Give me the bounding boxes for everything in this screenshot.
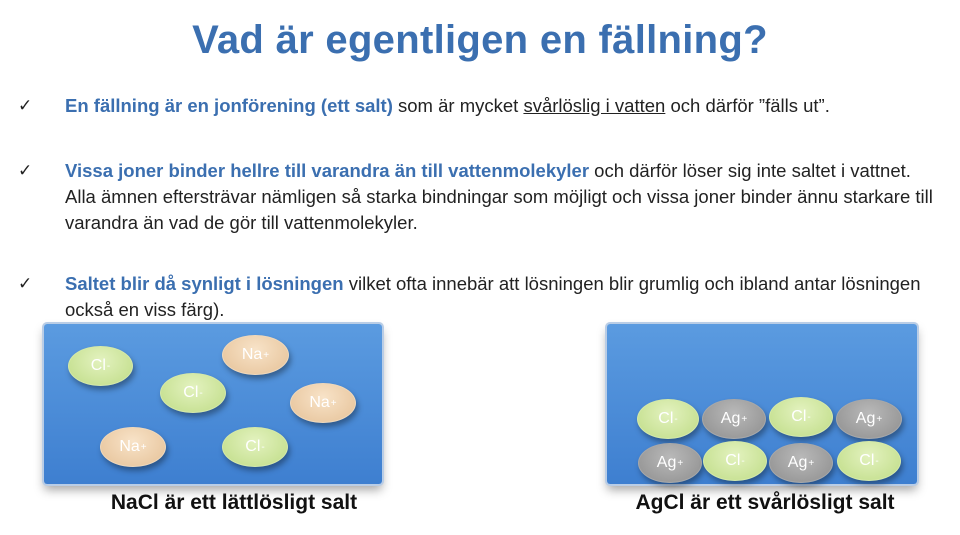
ion-symbol: Na (119, 438, 140, 455)
silver-ion (836, 399, 902, 439)
ion-symbol: Cl (90, 357, 106, 374)
bullet-1-part: som är mycket (392, 95, 524, 116)
ion-symbol: Cl (791, 408, 807, 425)
agcl-caption: AgCl är ett svårlösligt salt (635, 491, 895, 514)
bullet-1-text (65, 93, 935, 119)
ion-charge: - (741, 455, 745, 467)
ion-symbol: Cl (859, 452, 875, 469)
bullet-2-part: och därför löser sig inte saltet i vattnet. Alla ämnen eftersträvar nämligen så starka bindningar som möjligt och vissa joner binder ännu starkare till varandra än vad de gör till vattenmolekyler. (65, 160, 933, 233)
ion-symbol: Cl (658, 410, 674, 427)
ion-symbol: Na (241, 346, 263, 363)
chloride-ion (222, 427, 288, 467)
ion-symbol: Cl (183, 384, 199, 401)
ion-symbol: Cl (245, 438, 261, 455)
chloride-ion (703, 441, 767, 481)
chloride-ion (160, 373, 226, 413)
ion-symbol: Cl (725, 452, 741, 469)
chloride-ion (637, 399, 699, 439)
bullet-2-part: Vissa joner binder hellre till varandra än till vattenmolekyler (65, 160, 590, 181)
chloride-ion (769, 397, 833, 437)
bullet-1 (18, 93, 938, 121)
ion-charge: - (261, 441, 265, 453)
ion-charge: - (106, 360, 111, 372)
nacl-caption: NaCl är ett lättlösligt salt (110, 491, 358, 514)
bullet-2-text (65, 158, 935, 236)
ion-charge: - (807, 411, 811, 423)
silver-ion (769, 443, 833, 483)
bullet-1-part: En fällning är en jonförening (ett salt) (65, 95, 393, 116)
ion-symbol: Ag (656, 454, 677, 471)
slide-title: Vad är egentligen en fällning? (192, 18, 768, 62)
ion-symbol: Ag (787, 454, 808, 471)
check-icon: ✓ (18, 161, 33, 181)
ion-charge: - (199, 387, 203, 399)
ion-charge: + (330, 397, 337, 409)
ion-charge: + (741, 413, 748, 425)
sodium-ion (100, 427, 166, 467)
chloride-ion (68, 346, 133, 386)
bullet-3 (18, 271, 938, 325)
ion-symbol: Na (309, 394, 330, 411)
bullet-1-part: och därför ”fälls ut”. (665, 95, 830, 116)
ion-symbol: Ag (855, 410, 876, 427)
sodium-ion (222, 335, 289, 375)
silver-ion (638, 443, 702, 483)
ion-charge: + (140, 441, 147, 453)
silver-ion (702, 399, 766, 439)
check-icon: ✓ (18, 274, 33, 294)
bullet-1-part: svårlöslig i vatten (523, 95, 666, 116)
ion-charge: - (674, 413, 678, 425)
bullet-3-part: vilket ofta innebär att lösningen blir grumlig och ibland antar lösningen också en viss färg). (65, 273, 921, 320)
ion-symbol: Ag (720, 410, 741, 427)
bullet-3-text (65, 271, 935, 323)
chloride-ion (837, 441, 901, 481)
ion-charge: - (875, 455, 879, 467)
bullet-2 (18, 158, 938, 238)
ion-charge: + (876, 413, 883, 425)
check-icon: ✓ (18, 96, 33, 116)
bullet-3-part: Saltet blir då synligt i lösningen (65, 273, 344, 294)
sodium-ion (290, 383, 356, 423)
ion-charge: + (263, 349, 270, 361)
ion-charge: + (677, 457, 684, 469)
ion-charge: + (808, 457, 815, 469)
